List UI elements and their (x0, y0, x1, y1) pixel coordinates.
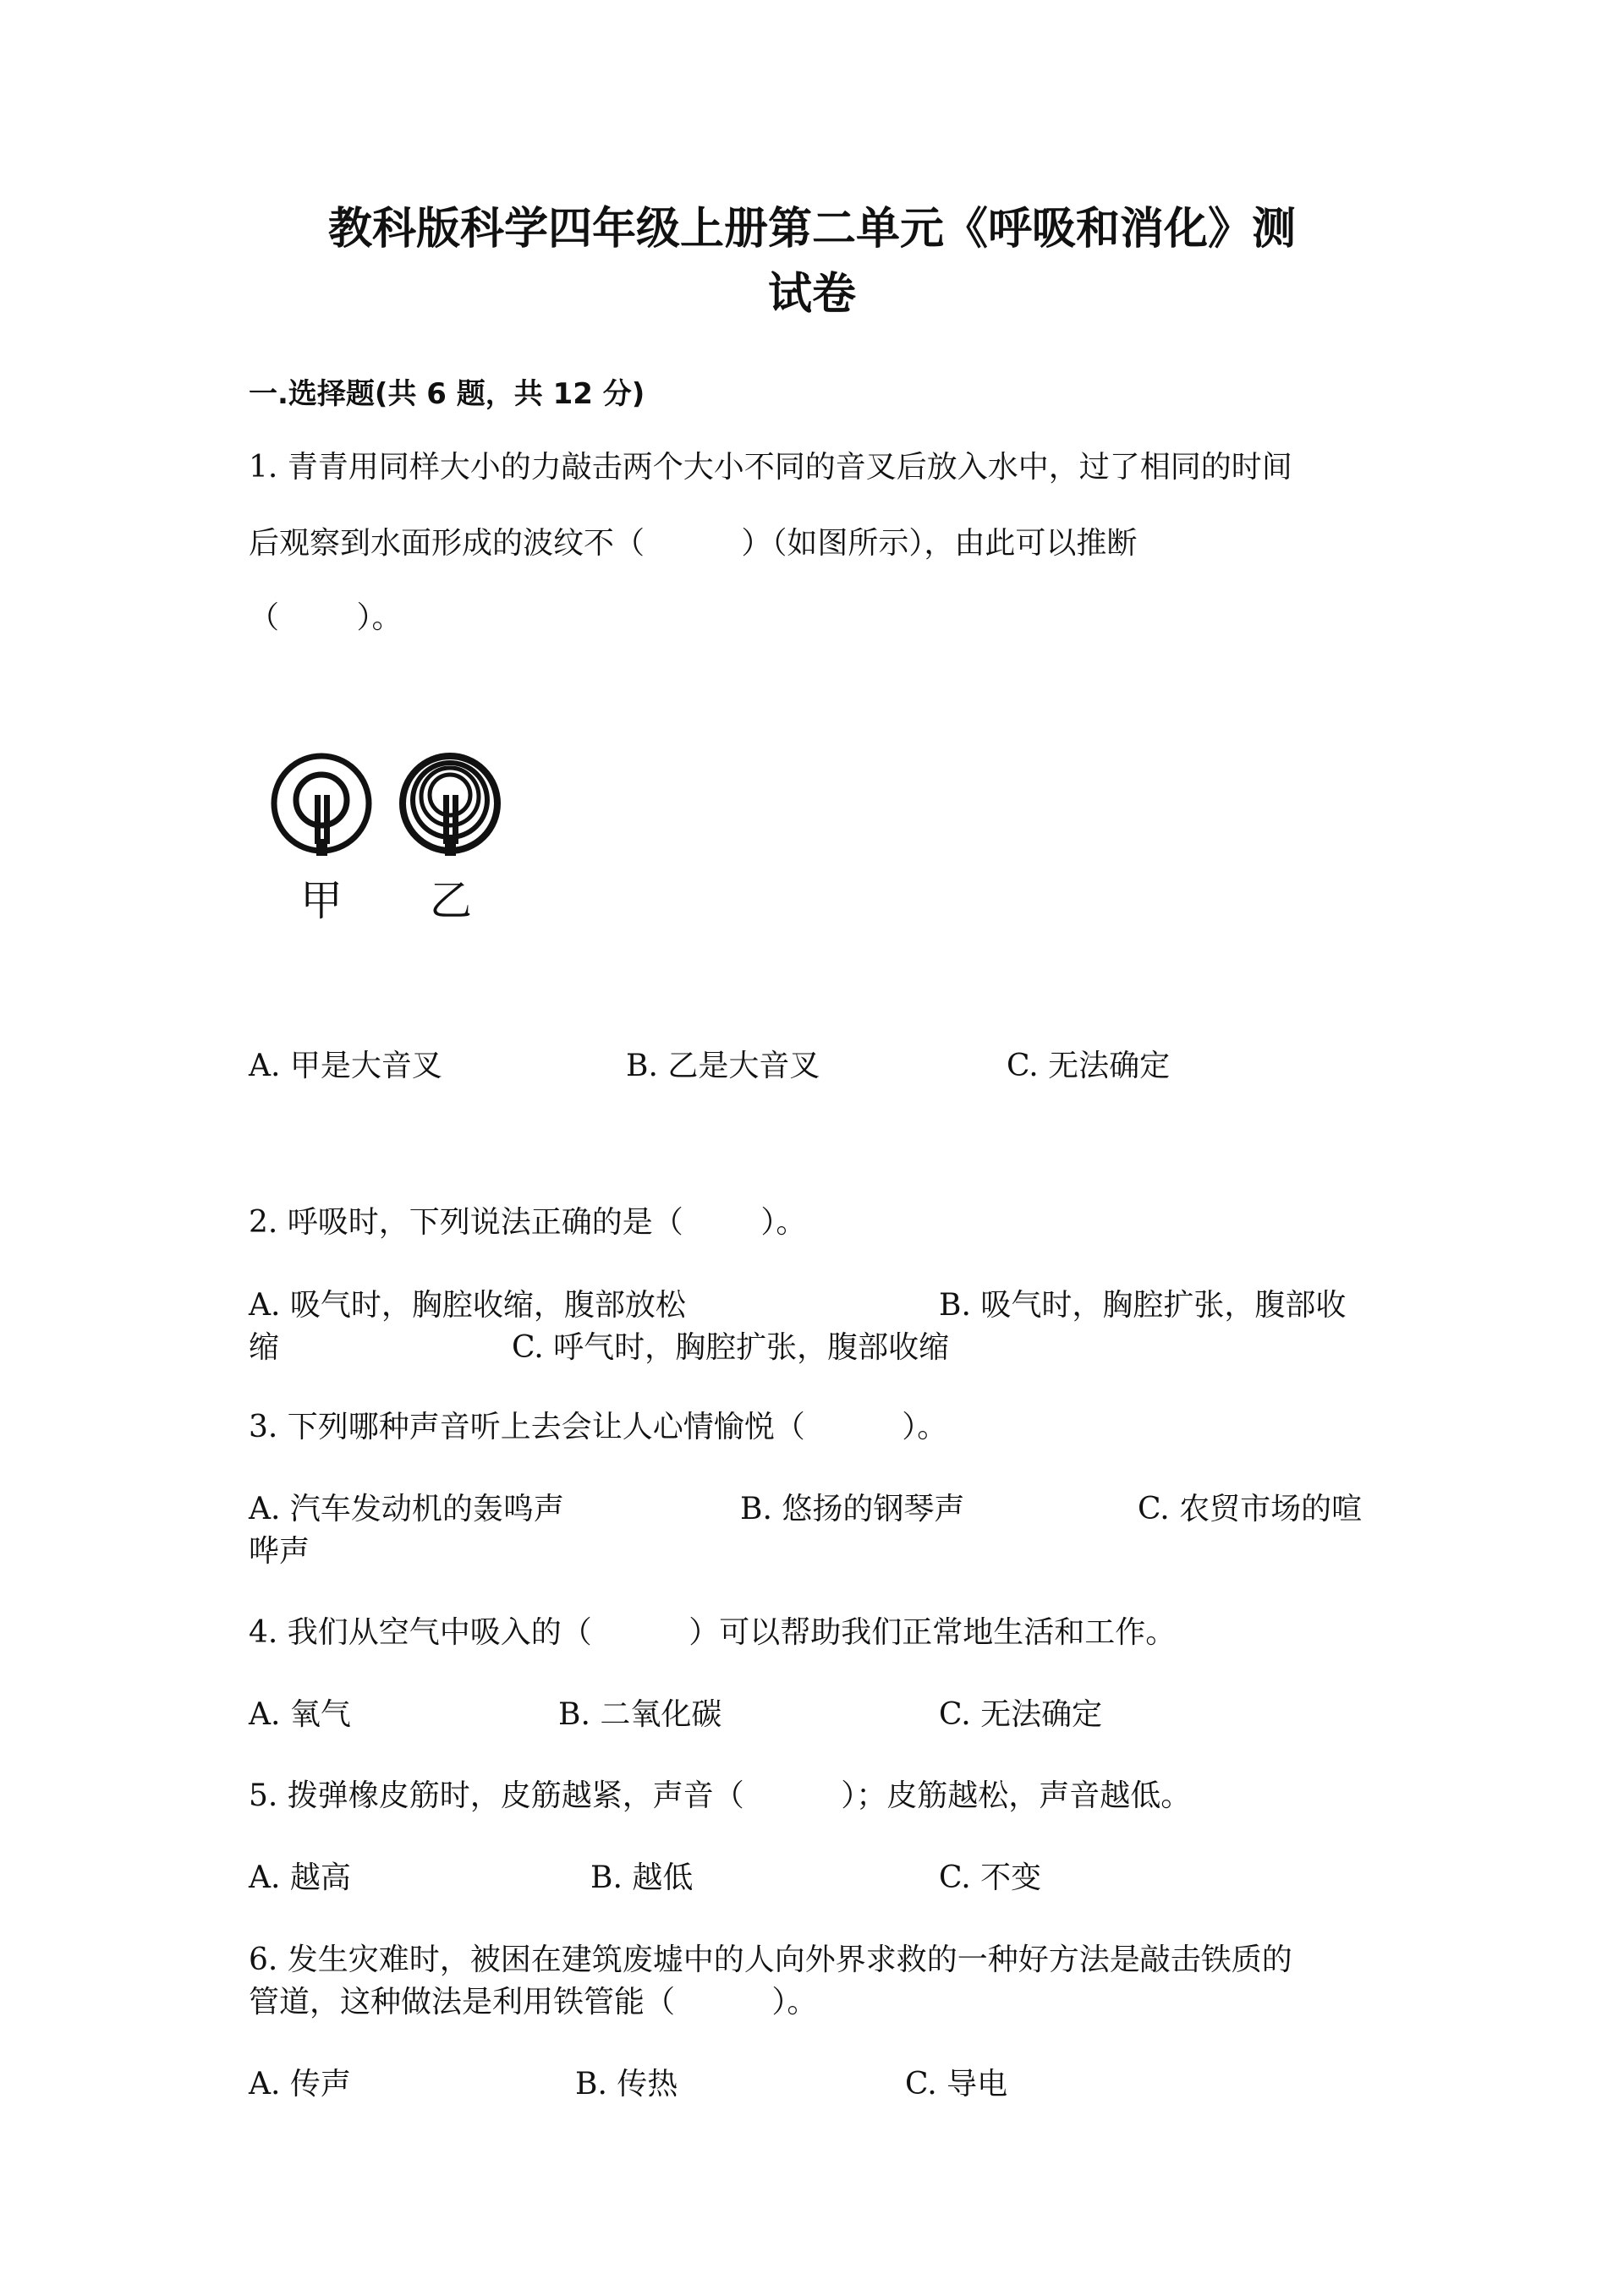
question-2-option-b-wrap[interactable]: 缩 (249, 1330, 280, 1365)
question-6-option-c[interactable]: C. 导电 (905, 2067, 1008, 2101)
question-2-option-a[interactable]: A. 吸气时，胸腔收缩，腹部放松 (249, 1288, 686, 1323)
question-3-option-a[interactable]: A. 汽车发动机的轰鸣声 (249, 1492, 564, 1526)
question-3-option-c-wrap[interactable]: 哗声 (249, 1534, 310, 1569)
question-3-stem: 3. 下列哪种声音听上去会让人心情愉悦（ ）。 (249, 1410, 948, 1444)
question-6-option-a[interactable]: A. 传声 (249, 2067, 351, 2101)
question-4-option-c[interactable]: C. 无法确定 (939, 1697, 1103, 1732)
ripple-a-icon (274, 756, 369, 856)
question-5-option-c[interactable]: C. 不变 (939, 1860, 1042, 1895)
question-3-option-c[interactable]: C. 农贸市场的喧 (1138, 1492, 1363, 1526)
question-1-stem-line3: （ ）。 (249, 600, 403, 635)
question-5-option-b[interactable]: B. 越低 (590, 1860, 694, 1895)
figure-label-b: 乙 (430, 876, 472, 925)
page-title-line2: 试卷 (767, 269, 856, 320)
question-3-option-b[interactable]: B. 悠扬的钢琴声 (740, 1492, 965, 1526)
question-4-stem: 4. 我们从空气中吸入的（ ）可以帮助我们正常地生活和工作。 (249, 1615, 1177, 1650)
question-5-option-a[interactable]: A. 越高 (249, 1860, 351, 1895)
question-1-option-a[interactable]: A. 甲是大音叉 (249, 1049, 442, 1083)
question-4-option-b[interactable]: B. 二氧化碳 (558, 1697, 722, 1732)
question-6-stem-line1: 6. 发生灾难时，被困在建筑废墟中的人向外界求救的一种好方法是敲击铁质的 (249, 1943, 1292, 1977)
tuning-fork-ripple-figure (262, 744, 533, 947)
question-2-option-b[interactable]: B. 吸气时，胸腔扩张，腹部收 (939, 1288, 1347, 1323)
question-1-stem-line2: 后观察到水面形成的波纹不（ ）（如图所示），由此可以推断 (249, 526, 1138, 561)
question-4-option-a[interactable]: A. 氧气 (249, 1697, 351, 1732)
question-1-stem-line1: 1. 青青用同样大小的力敲击两个大小不同的音叉后放入水中，过了相同的时间 (249, 450, 1292, 485)
question-6-option-b[interactable]: B. 传热 (575, 2067, 678, 2101)
ripple-b-icon (403, 756, 497, 856)
question-1-option-b[interactable]: B. 乙是大音叉 (626, 1049, 820, 1083)
question-5-stem: 5. 拨弹橡皮筋时，皮筋越紧，声音（ ）；皮筋越松，声音越低。 (249, 1778, 1192, 1813)
question-2-stem: 2. 呼吸时，下列说法正确的是（ ）。 (249, 1205, 807, 1240)
question-2-option-c[interactable]: C. 呼气时，胸腔扩张，腹部收缩 (512, 1330, 950, 1365)
figure-label-a: 甲 (300, 876, 343, 925)
page-title-line1: 教科版科学四年级上册第二单元《呼吸和消化》测 (327, 204, 1296, 255)
question-6-stem-line2: 管道，这种做法是利用铁管能（ ）。 (249, 1985, 818, 2019)
question-1-option-c[interactable]: C. 无法确定 (1007, 1049, 1171, 1083)
section-heading: 一.选择题(共 6 题，共 12 分) (249, 377, 645, 411)
